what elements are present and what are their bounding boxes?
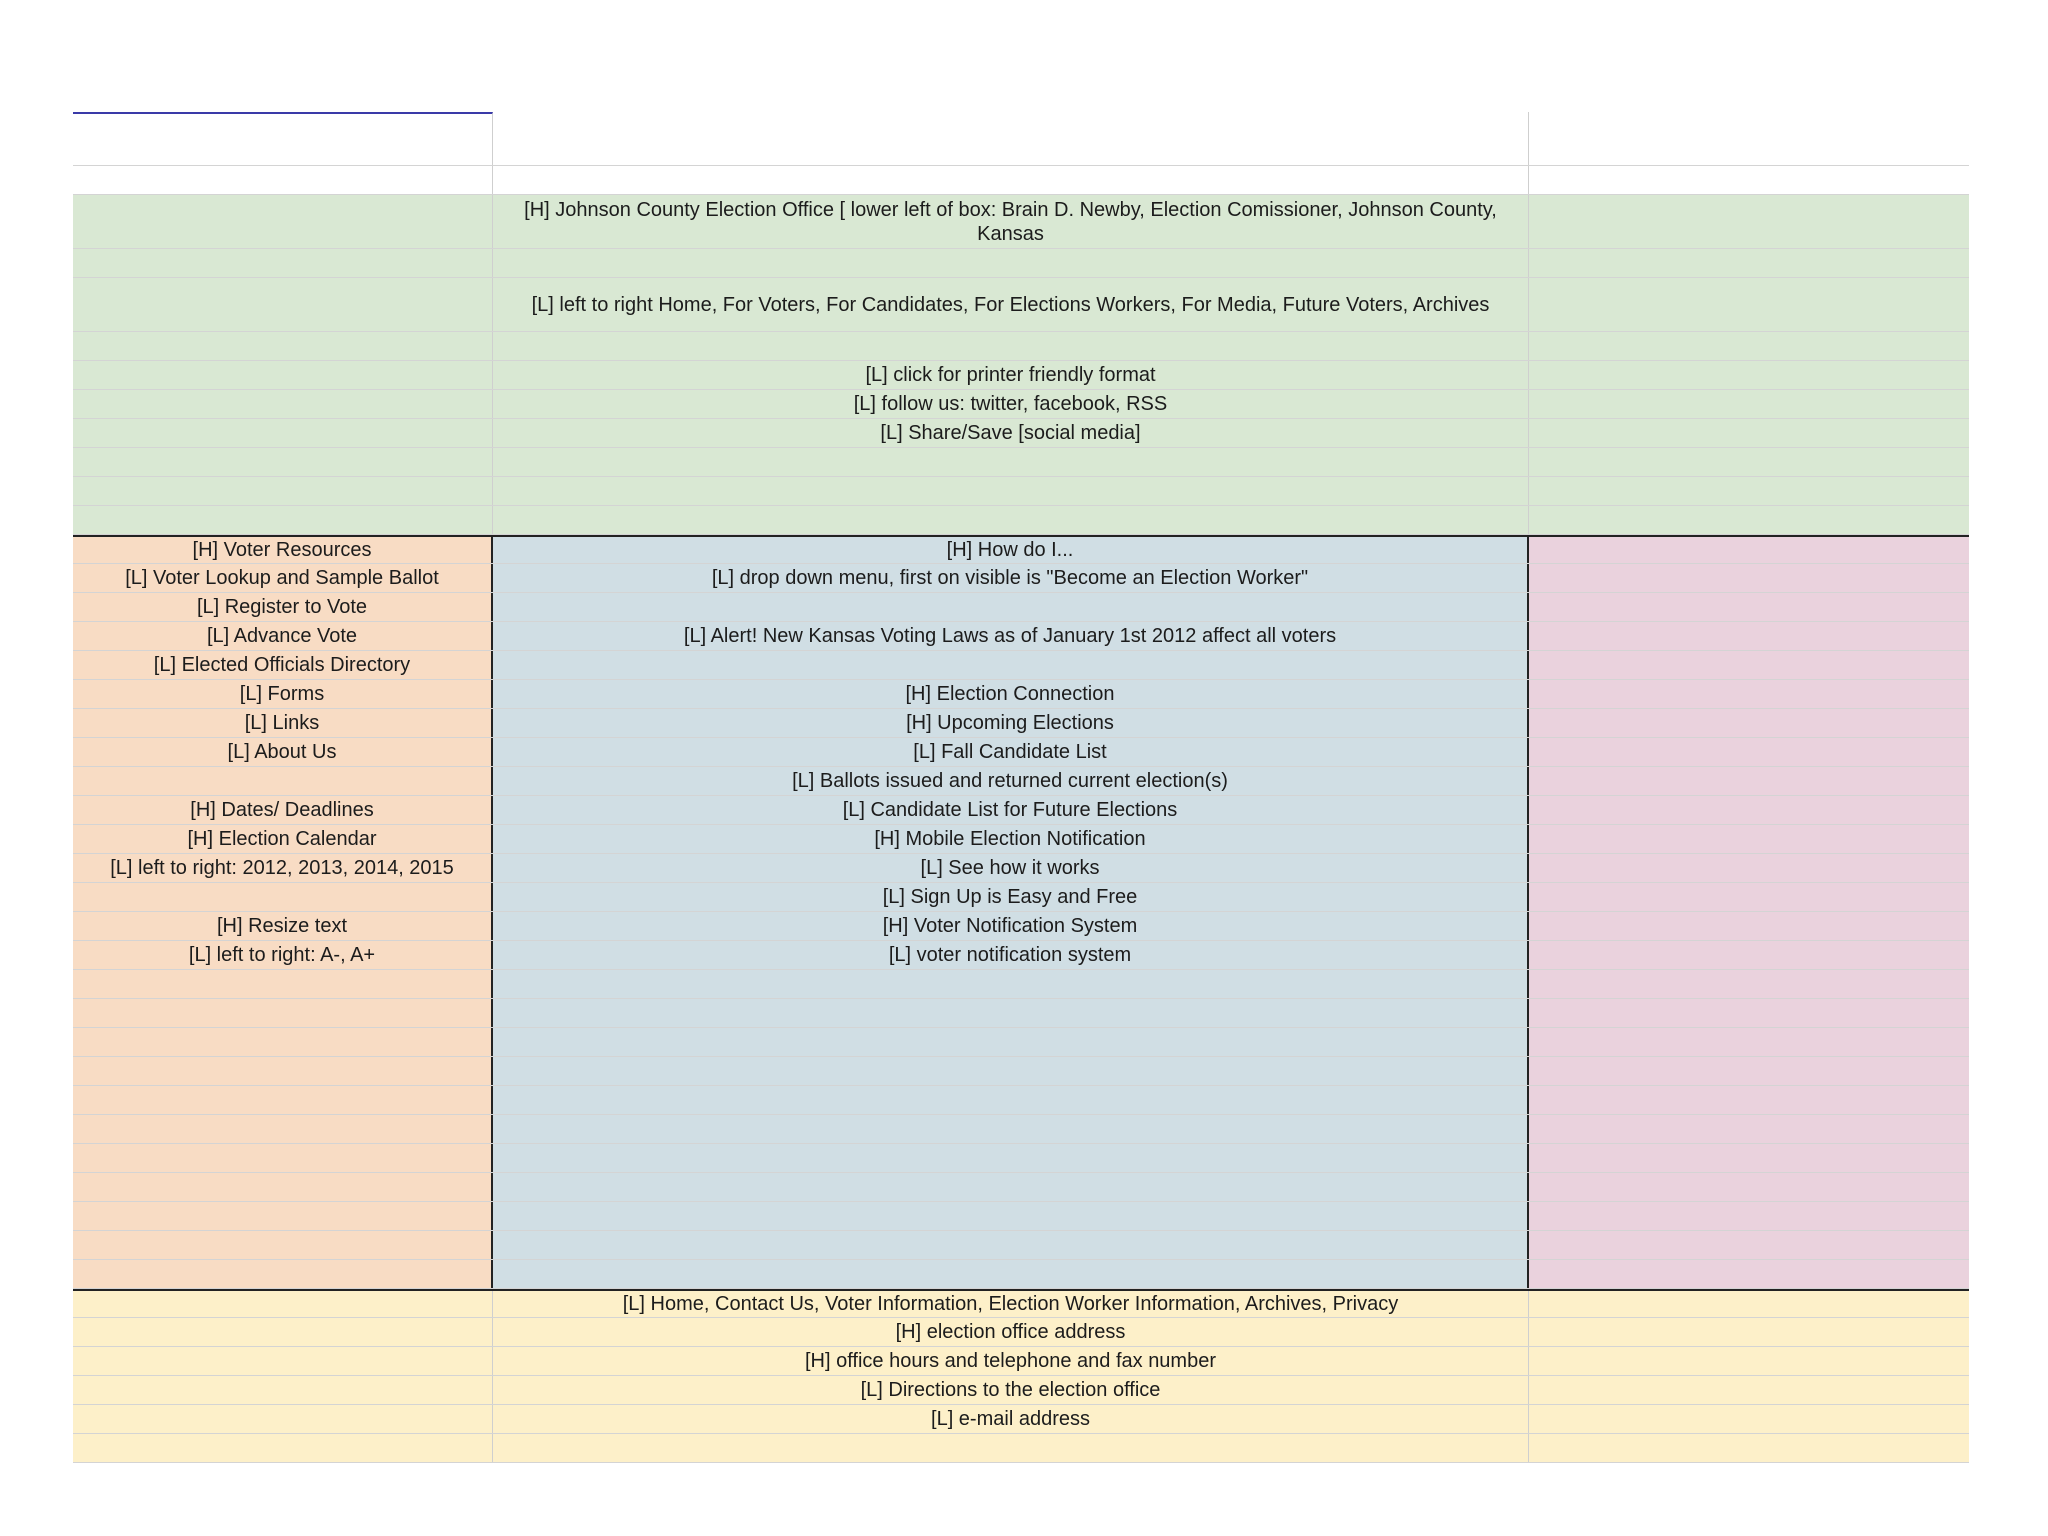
cell[interactable]: [493, 477, 1529, 505]
header-row: [73, 332, 1969, 361]
cell[interactable]: [1529, 1291, 1969, 1317]
main-row: [73, 825, 1969, 854]
center-content-cell[interactable]: [493, 1173, 1529, 1201]
header-row: [73, 506, 1969, 535]
main-row: [73, 1057, 1969, 1086]
footer-row: [73, 1289, 1969, 1318]
cell[interactable]: [73, 419, 493, 447]
right-sidebar-cell[interactable]: [1529, 1115, 1969, 1143]
center-content-cell[interactable]: [493, 1260, 1529, 1288]
header-row: [73, 361, 1969, 390]
center-content-cell[interactable]: [H] Voter Notification System: [493, 912, 1529, 940]
center-content-cell[interactable]: [L] drop down menu, first on visible is "Become an Election Worker": [493, 564, 1529, 592]
cell[interactable]: [1529, 361, 1969, 389]
cell[interactable]: [493, 249, 1529, 277]
center-content-cell[interactable]: [493, 1086, 1529, 1114]
left-sidebar-cell[interactable]: [L] Voter Lookup and Sample Ballot: [73, 564, 493, 592]
cell[interactable]: [1529, 1318, 1969, 1346]
header-row: [73, 448, 1969, 477]
cell[interactable]: [73, 477, 493, 505]
center-content-cell[interactable]: [493, 970, 1529, 998]
right-sidebar-cell[interactable]: [1529, 1086, 1969, 1114]
cell[interactable]: [73, 249, 493, 277]
main-row: [73, 593, 1969, 622]
right-sidebar-cell[interactable]: [1529, 1057, 1969, 1085]
right-sidebar-cell[interactable]: [1529, 738, 1969, 766]
header-row: [73, 477, 1969, 506]
right-sidebar-cell[interactable]: [1529, 622, 1969, 650]
left-sidebar-cell[interactable]: [L] Elected Officials Directory: [73, 651, 493, 679]
left-sidebar-cell[interactable]: [H] Election Calendar: [73, 825, 493, 853]
left-sidebar-cell[interactable]: [L] Forms: [73, 680, 493, 708]
left-sidebar-cell[interactable]: [73, 1231, 493, 1259]
center-content-cell[interactable]: [493, 651, 1529, 679]
cell[interactable]: [73, 1376, 493, 1404]
cell[interactable]: [1529, 1376, 1969, 1404]
right-sidebar-cell[interactable]: [1529, 999, 1969, 1027]
main-row: [73, 883, 1969, 912]
cell[interactable]: [73, 332, 493, 360]
left-sidebar-cell[interactable]: [73, 767, 493, 795]
cell[interactable]: [493, 1434, 1529, 1462]
header-row: [73, 249, 1969, 278]
header-row: [73, 278, 1969, 332]
left-sidebar-cell[interactable]: [H] Dates/ Deadlines: [73, 796, 493, 824]
cell[interactable]: [1529, 332, 1969, 360]
main-row: [73, 680, 1969, 709]
main-row: [73, 1115, 1969, 1144]
cell[interactable]: [1529, 195, 1969, 248]
footer-directions-cell[interactable]: [L] Directions to the election office: [493, 1376, 1529, 1404]
header-row: [73, 419, 1969, 448]
left-sidebar-cell[interactable]: [73, 1057, 493, 1085]
center-content-cell[interactable]: [493, 1144, 1529, 1172]
center-content-cell[interactable]: [H] How do I...: [493, 537, 1529, 563]
cell[interactable]: [73, 1291, 493, 1317]
main-row: [73, 1086, 1969, 1115]
header-row: [73, 390, 1969, 419]
right-sidebar-cell[interactable]: [1529, 651, 1969, 679]
cell[interactable]: [1529, 477, 1969, 505]
center-content-cell[interactable]: [H] Mobile Election Notification: [493, 825, 1529, 853]
printer-friendly-cell[interactable]: [L] click for printer friendly format: [493, 361, 1529, 389]
right-sidebar-cell[interactable]: [1529, 1173, 1969, 1201]
main-row: [73, 1231, 1969, 1260]
main-row: [73, 796, 1969, 825]
share-save-cell[interactable]: [L] Share/Save [social media]: [493, 419, 1529, 447]
right-sidebar-cell[interactable]: [1529, 537, 1969, 563]
cell[interactable]: [1529, 1434, 1969, 1462]
main-row: [73, 1028, 1969, 1057]
cell[interactable]: [493, 448, 1529, 476]
cell[interactable]: [1529, 278, 1969, 331]
right-sidebar-cell[interactable]: [1529, 1202, 1969, 1230]
right-sidebar-cell[interactable]: [1529, 1231, 1969, 1259]
cell[interactable]: [1529, 112, 1969, 165]
cell[interactable]: [1529, 448, 1969, 476]
main-row: [73, 622, 1969, 651]
left-sidebar-cell[interactable]: [73, 1028, 493, 1056]
center-content-cell[interactable]: [L] Alert! New Kansas Voting Laws as of January 1st 2012 affect all voters: [493, 622, 1529, 650]
center-content-cell[interactable]: [H] Upcoming Elections: [493, 709, 1529, 737]
right-sidebar-cell[interactable]: [1529, 912, 1969, 940]
main-row: [73, 709, 1969, 738]
right-sidebar-cell[interactable]: [1529, 680, 1969, 708]
cell[interactable]: [493, 166, 1529, 194]
main-row: [73, 941, 1969, 970]
left-sidebar-cell[interactable]: [73, 1202, 493, 1230]
right-sidebar-cell[interactable]: [1529, 709, 1969, 737]
cell[interactable]: [493, 506, 1529, 534]
cell[interactable]: [73, 1405, 493, 1433]
left-sidebar-cell[interactable]: [L] left to right: 2012, 2013, 2014, 2015: [73, 854, 493, 882]
left-sidebar-cell[interactable]: [73, 1115, 493, 1143]
left-sidebar-cell[interactable]: [H] Voter Resources: [73, 537, 493, 563]
main-row: [73, 999, 1969, 1028]
follow-us-cell[interactable]: [L] follow us: twitter, facebook, RSS: [493, 390, 1529, 418]
right-sidebar-cell[interactable]: [1529, 825, 1969, 853]
cell[interactable]: [73, 506, 493, 534]
cell[interactable]: [73, 278, 493, 331]
cell[interactable]: [1529, 506, 1969, 534]
cell[interactable]: [73, 195, 493, 248]
left-sidebar-cell[interactable]: [H] Resize text: [73, 912, 493, 940]
main-content-block: [73, 535, 1969, 1289]
footer-email-cell[interactable]: [L] e-mail address: [493, 1405, 1529, 1433]
center-content-cell[interactable]: [L] Candidate List for Future Elections: [493, 796, 1529, 824]
header-title-cell[interactable]: [H] Johnson County Election Office [ lower left of box: Brain D. Newby, Election Comissioner, Johnson County, Kansas: [493, 195, 1529, 248]
cell[interactable]: [73, 448, 493, 476]
left-sidebar-cell[interactable]: [73, 999, 493, 1027]
center-content-cell[interactable]: [493, 1202, 1529, 1230]
right-sidebar-cell[interactable]: [1529, 564, 1969, 592]
main-row: [73, 767, 1969, 796]
cell[interactable]: [73, 112, 493, 165]
center-content-cell[interactable]: [493, 1231, 1529, 1259]
cell[interactable]: [1529, 1347, 1969, 1375]
center-content-cell[interactable]: [493, 1057, 1529, 1085]
left-sidebar-cell[interactable]: [73, 883, 493, 911]
left-sidebar-cell[interactable]: [73, 1173, 493, 1201]
footer-address-cell[interactable]: [H] election office address: [493, 1318, 1529, 1346]
left-sidebar-cell[interactable]: [73, 1260, 493, 1288]
right-sidebar-cell[interactable]: [1529, 796, 1969, 824]
center-content-cell[interactable]: [L] See how it works: [493, 854, 1529, 882]
left-sidebar-cell[interactable]: [L] Advance Vote: [73, 622, 493, 650]
cell[interactable]: [73, 1434, 493, 1462]
right-sidebar-cell[interactable]: [1529, 1028, 1969, 1056]
cell[interactable]: [73, 1318, 493, 1346]
blank-row: [73, 166, 1969, 195]
center-content-cell[interactable]: [493, 1115, 1529, 1143]
right-sidebar-cell[interactable]: [1529, 767, 1969, 795]
main-row: [73, 651, 1969, 680]
footer-row: [73, 1434, 1969, 1463]
cell[interactable]: [73, 1347, 493, 1375]
left-sidebar-cell[interactable]: [L] About Us: [73, 738, 493, 766]
footer-row: [73, 1405, 1969, 1434]
cell[interactable]: [1529, 419, 1969, 447]
header-nav-cell[interactable]: [L] left to right Home, For Voters, For Candidates, For Elections Workers, For Media, Future Voters, Archives: [493, 278, 1529, 331]
center-content-cell[interactable]: [H] Election Connection: [493, 680, 1529, 708]
center-content-cell[interactable]: [L] voter notification system: [493, 941, 1529, 969]
cell[interactable]: [1529, 166, 1969, 194]
footer-links-cell[interactable]: [L] Home, Contact Us, Voter Information, Election Worker Information, Archives, Privacy: [493, 1291, 1529, 1317]
main-row: [73, 1173, 1969, 1202]
right-sidebar-cell[interactable]: [1529, 1260, 1969, 1288]
left-sidebar-cell[interactable]: [73, 1086, 493, 1114]
main-row: [73, 970, 1969, 999]
center-content-cell[interactable]: [493, 1028, 1529, 1056]
wireframe-spreadsheet: [73, 112, 1969, 1463]
cell[interactable]: [493, 112, 1529, 165]
main-row: [73, 1144, 1969, 1173]
right-sidebar-cell[interactable]: [1529, 883, 1969, 911]
cell[interactable]: [1529, 390, 1969, 418]
main-row: [73, 854, 1969, 883]
center-content-cell[interactable]: [L] Sign Up is Easy and Free: [493, 883, 1529, 911]
main-row: [73, 912, 1969, 941]
main-row: [73, 738, 1969, 767]
cell[interactable]: [1529, 249, 1969, 277]
right-sidebar-cell[interactable]: [1529, 593, 1969, 621]
left-sidebar-cell[interactable]: [L] Links: [73, 709, 493, 737]
main-row: [73, 1260, 1969, 1289]
blank-row: [73, 112, 1969, 166]
right-sidebar-cell[interactable]: [1529, 970, 1969, 998]
center-content-cell[interactable]: [L] Ballots issued and returned current election(s): [493, 767, 1529, 795]
center-content-cell[interactable]: [493, 999, 1529, 1027]
cell[interactable]: [73, 390, 493, 418]
main-row: [73, 535, 1969, 564]
center-content-cell[interactable]: [493, 593, 1529, 621]
right-sidebar-cell[interactable]: [1529, 854, 1969, 882]
left-sidebar-cell[interactable]: [73, 970, 493, 998]
cell[interactable]: [73, 166, 493, 194]
cell[interactable]: [493, 332, 1529, 360]
cell[interactable]: [1529, 1405, 1969, 1433]
footer-hours-cell[interactable]: [H] office hours and telephone and fax number: [493, 1347, 1529, 1375]
header-row: [73, 195, 1969, 249]
right-sidebar-cell[interactable]: [1529, 1144, 1969, 1172]
footer-row: [73, 1318, 1969, 1347]
center-content-cell[interactable]: [L] Fall Candidate List: [493, 738, 1529, 766]
footer-row: [73, 1347, 1969, 1376]
left-sidebar-cell[interactable]: [L] left to right: A-, A+: [73, 941, 493, 969]
footer-row: [73, 1376, 1969, 1405]
right-sidebar-cell[interactable]: [1529, 941, 1969, 969]
left-sidebar-cell[interactable]: [L] Register to Vote: [73, 593, 493, 621]
cell[interactable]: [73, 361, 493, 389]
left-sidebar-cell[interactable]: [73, 1144, 493, 1172]
main-row: [73, 564, 1969, 593]
main-row: [73, 1202, 1969, 1231]
